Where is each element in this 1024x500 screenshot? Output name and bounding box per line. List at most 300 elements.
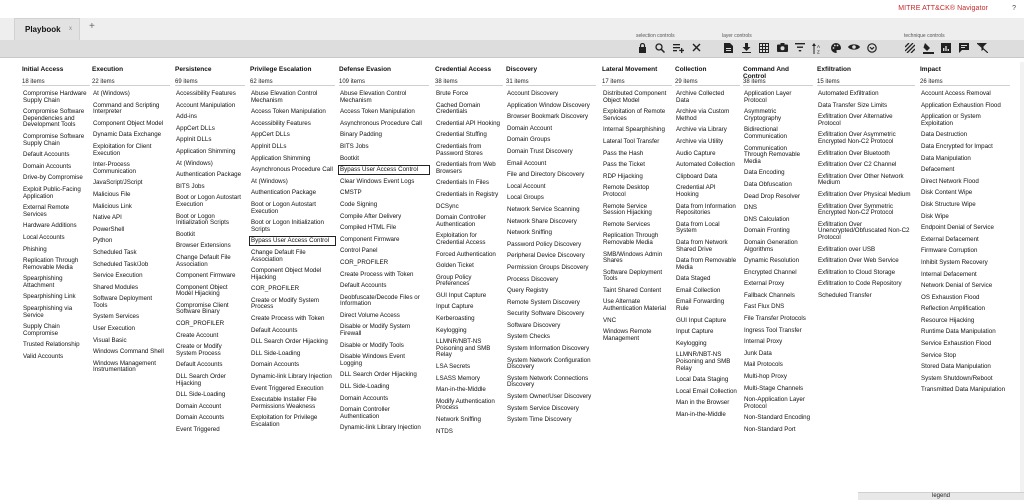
technique-cell[interactable]: LSASS Memory bbox=[436, 374, 481, 382]
technique-cell[interactable]: Exfiltration Over Asymmetric Encrypted Non-C2 Protocol bbox=[818, 131, 896, 145]
technique-cell[interactable]: Dynamic-link Library Injection bbox=[340, 424, 421, 432]
technique-cell[interactable]: Internal Defacement bbox=[921, 270, 977, 278]
technique-cell[interactable]: Dynamic-link Library Injection bbox=[251, 373, 332, 381]
technique-cell[interactable]: Man-in-the-Middle bbox=[676, 411, 726, 418]
technique-cell[interactable]: LLMNR/NBT-NS Poisoning and SMB Relay bbox=[676, 351, 731, 372]
technique-cell[interactable]: Stored Data Manipulation bbox=[921, 363, 991, 371]
technique-cell[interactable]: System Service Discovery bbox=[507, 404, 579, 412]
technique-cell[interactable]: Direct Volume Access bbox=[340, 311, 400, 319]
technique-cell[interactable]: Accessibility Features bbox=[176, 90, 236, 97]
technique-cell[interactable]: Component Object Model Hijacking bbox=[251, 267, 322, 281]
technique-cell[interactable]: Default Accounts bbox=[23, 151, 70, 159]
scoring-icon[interactable] bbox=[940, 42, 952, 55]
technique-cell[interactable]: Dead Drop Resolver bbox=[744, 192, 801, 200]
technique-cell[interactable]: Brute Force bbox=[436, 90, 469, 97]
technique-cell[interactable]: System Checks bbox=[507, 333, 550, 341]
technique-cell[interactable]: Default Accounts bbox=[251, 326, 298, 334]
technique-cell[interactable]: DNS bbox=[744, 204, 758, 212]
technique-cell[interactable]: Remote Desktop Protocol bbox=[603, 184, 650, 198]
tactic-header[interactable]: Privilege Escalation bbox=[250, 66, 312, 73]
technique-cell[interactable]: Data Manipulation bbox=[921, 154, 971, 162]
search-icon[interactable] bbox=[654, 42, 666, 55]
technique-cell[interactable]: Asymmetric Cryptography bbox=[744, 108, 782, 122]
technique-cell[interactable]: Create Process with Token bbox=[251, 315, 325, 323]
technique-cell[interactable]: Email Collection bbox=[676, 286, 721, 294]
technique-cell[interactable]: Domain Generation Algorithms bbox=[744, 238, 798, 253]
technique-cell[interactable]: Credentials from Web Browsers bbox=[436, 161, 496, 175]
background-color-icon[interactable] bbox=[922, 42, 934, 55]
technique-cell[interactable]: AppCert DLLs bbox=[176, 124, 215, 132]
technique-cell[interactable]: OS Exhaustion Flood bbox=[921, 293, 980, 301]
technique-cell[interactable]: Data from Network Shared Drive bbox=[676, 238, 728, 253]
technique-cell[interactable]: Domain Account bbox=[507, 124, 553, 132]
technique-cell[interactable]: Junk Data bbox=[744, 349, 772, 357]
technique-cell[interactable]: Data Staged bbox=[676, 275, 711, 283]
technique-cell[interactable]: Automated Exfiltration bbox=[818, 90, 879, 97]
download-icon[interactable] bbox=[740, 42, 752, 55]
technique-cell[interactable]: Bypass User Access Control bbox=[339, 166, 429, 174]
technique-cell[interactable]: Browser Extensions bbox=[176, 242, 231, 250]
technique-cell[interactable]: Software Discovery bbox=[507, 321, 561, 329]
technique-cell[interactable]: Application or System Exploitation bbox=[921, 113, 981, 127]
filter-icon[interactable] bbox=[794, 42, 806, 55]
technique-cell[interactable]: Malicious File bbox=[93, 190, 131, 198]
technique-cell[interactable]: Exploitation for Credential Access bbox=[436, 232, 486, 246]
technique-cell[interactable]: DLL Side-Loading bbox=[251, 349, 301, 357]
technique-cell[interactable]: Email Forwarding Rule bbox=[676, 298, 725, 313]
technique-cell[interactable]: Domain Accounts bbox=[340, 394, 389, 402]
technique-cell[interactable]: AppCert DLLs bbox=[251, 131, 290, 139]
technique-cell[interactable]: Code Signing bbox=[340, 200, 378, 208]
technique-cell[interactable]: Non-Standard Encoding bbox=[744, 414, 811, 422]
technique-cell[interactable]: COR_PROFILER bbox=[176, 320, 225, 328]
layer-info-icon[interactable] bbox=[722, 42, 734, 55]
technique-cell[interactable]: Peripheral Device Discovery bbox=[507, 252, 585, 260]
technique-cell[interactable]: Domain Fronting bbox=[744, 227, 790, 235]
technique-cell[interactable]: Boot or Logon Initialization Scripts bbox=[251, 219, 324, 233]
technique-cell[interactable]: Multi-Stage Channels bbox=[744, 384, 804, 392]
technique-cell[interactable]: Data from Information Repositories bbox=[676, 202, 736, 217]
tactic-header[interactable]: Command And Control bbox=[743, 66, 789, 80]
technique-cell[interactable]: DNS Calculation bbox=[744, 215, 790, 223]
technique-cell[interactable]: Disk Wipe bbox=[921, 212, 949, 220]
technique-cell[interactable]: NTDS bbox=[436, 427, 453, 435]
expand-icon[interactable] bbox=[866, 42, 878, 55]
technique-cell[interactable]: Spearphishing via Service bbox=[23, 305, 73, 319]
technique-cell[interactable]: Runtime Data Manipulation bbox=[921, 328, 996, 336]
technique-cell[interactable]: Security Software Discovery bbox=[507, 310, 585, 318]
technique-cell[interactable]: Domain Account bbox=[176, 402, 222, 410]
technique-cell[interactable]: Deobfuscate/Decode Files or Information bbox=[340, 293, 420, 308]
technique-cell[interactable]: Browser Bookmark Discovery bbox=[507, 113, 589, 121]
technique-cell[interactable]: Exfiltration Over Bluetooth bbox=[818, 149, 890, 157]
lock-icon[interactable] bbox=[636, 42, 648, 55]
technique-cell[interactable]: Resource Hijacking bbox=[921, 316, 975, 324]
technique-cell[interactable]: Component Object Model bbox=[93, 119, 164, 127]
technique-cell[interactable]: Exploitation of Remote Services bbox=[603, 108, 666, 122]
help-button[interactable]: ? bbox=[1012, 5, 1016, 12]
technique-cell[interactable]: Windows Command Shell bbox=[93, 348, 164, 356]
technique-cell[interactable]: AppInit DLLs bbox=[251, 142, 287, 150]
technique-cell[interactable]: Input Capture bbox=[436, 303, 474, 311]
technique-cell[interactable]: Component Firmware bbox=[176, 272, 236, 280]
color-setup-icon[interactable] bbox=[830, 42, 842, 55]
technique-cell[interactable]: Firmware Corruption bbox=[921, 247, 978, 255]
technique-cell[interactable]: Use Alternate Authentication Material bbox=[603, 298, 666, 313]
technique-cell[interactable]: Phishing bbox=[23, 245, 47, 253]
technique-cell[interactable]: Python bbox=[93, 237, 113, 245]
technique-cell[interactable]: Account Discovery bbox=[507, 90, 559, 97]
technique-cell[interactable]: Archive via Library bbox=[676, 126, 727, 134]
technique-cell[interactable]: BITS Jobs bbox=[176, 182, 205, 190]
technique-cell[interactable]: Data Transfer Size Limits bbox=[818, 101, 888, 109]
technique-cell[interactable]: System Shutdown/Reboot bbox=[921, 374, 993, 382]
technique-cell[interactable]: Network Sniffing bbox=[436, 416, 481, 423]
technique-cell[interactable]: GUI Input Capture bbox=[436, 291, 487, 299]
technique-cell[interactable]: Account Access Removal bbox=[921, 90, 991, 97]
technique-cell[interactable]: Control Panel bbox=[340, 247, 378, 255]
tactic-header[interactable]: Discovery bbox=[506, 66, 538, 73]
clear-annotations-icon[interactable] bbox=[976, 42, 988, 55]
technique-cell[interactable]: Disable or Modify System Firewall bbox=[340, 323, 411, 338]
technique-cell[interactable]: Spearphishing Attachment bbox=[23, 275, 63, 289]
technique-cell[interactable]: Credential API Hooking bbox=[676, 184, 716, 198]
technique-cell[interactable]: Exfiltration to Cloud Storage bbox=[818, 268, 896, 276]
technique-cell[interactable]: Distributed Component Object Model bbox=[603, 90, 667, 104]
technique-cell[interactable]: Keylogging bbox=[676, 339, 707, 347]
technique-cell[interactable]: Native API bbox=[93, 214, 122, 222]
technique-cell[interactable]: Credentials in Registry bbox=[436, 190, 499, 198]
technique-cell[interactable]: Man-in-the-Middle bbox=[436, 386, 486, 394]
technique-cell[interactable]: Windows Remote Management bbox=[603, 328, 652, 342]
technique-cell[interactable]: At (Windows) bbox=[176, 159, 213, 167]
comment-icon[interactable] bbox=[958, 42, 970, 55]
technique-cell[interactable]: Data from Local System bbox=[676, 220, 720, 235]
technique-cell[interactable]: System Time Discovery bbox=[507, 416, 572, 424]
technique-cell[interactable]: DLL Search Order Hijacking bbox=[251, 338, 328, 346]
technique-cell[interactable]: Taint Shared Content bbox=[603, 286, 662, 294]
technique-cell[interactable]: Keylogging bbox=[436, 326, 467, 334]
technique-cell[interactable]: Compromise Hardware Supply Chain bbox=[23, 90, 87, 104]
technique-cell[interactable]: Scheduled Task/Job bbox=[93, 260, 149, 268]
disable-techniques-icon[interactable] bbox=[904, 42, 916, 55]
technique-cell[interactable]: Inhibit System Recovery bbox=[921, 258, 988, 266]
technique-cell[interactable]: File and Directory Discovery bbox=[507, 171, 585, 179]
technique-cell[interactable]: Input Capture bbox=[676, 328, 714, 336]
technique-cell[interactable]: CMSTP bbox=[340, 189, 362, 197]
legend-toggle[interactable]: legend bbox=[858, 492, 1024, 500]
technique-cell[interactable]: Component Object Model Hijacking bbox=[176, 283, 228, 298]
technique-cell[interactable]: Abuse Elevation Control Mechanism bbox=[251, 90, 318, 104]
technique-cell[interactable]: Bootkit bbox=[340, 154, 359, 162]
technique-cell[interactable]: Boot or Logon Autostart Execution bbox=[251, 200, 317, 215]
technique-cell[interactable]: Man in the Browser bbox=[676, 399, 730, 407]
technique-cell[interactable]: Software Deployment Tools bbox=[603, 268, 663, 283]
technique-cell[interactable]: At (Windows) bbox=[93, 90, 130, 97]
technique-cell[interactable]: DLL Side-Loading bbox=[176, 391, 226, 399]
technique-cell[interactable]: DLL Side-Loading bbox=[340, 383, 390, 391]
technique-cell[interactable]: Data Obfuscation bbox=[744, 180, 792, 188]
tactic-header[interactable]: Exfiltration bbox=[817, 66, 851, 73]
technique-cell[interactable]: Software Deployment Tools bbox=[93, 295, 153, 309]
technique-cell[interactable]: Account Manipulation bbox=[176, 101, 236, 109]
technique-cell[interactable]: Archive via Utility bbox=[676, 137, 724, 145]
technique-cell[interactable]: Event Triggered bbox=[176, 426, 220, 433]
technique-cell[interactable]: Local Groups bbox=[507, 194, 544, 202]
technique-cell[interactable]: Default Accounts bbox=[176, 361, 223, 369]
technique-cell[interactable]: Domain Accounts bbox=[23, 162, 72, 170]
technique-cell[interactable]: System Services bbox=[93, 313, 140, 321]
technique-cell[interactable]: Bootkit bbox=[176, 230, 195, 238]
technique-cell[interactable]: JavaScript/JScript bbox=[93, 179, 143, 187]
render-svg-icon[interactable] bbox=[776, 42, 788, 55]
technique-cell[interactable]: Credential Stuffing bbox=[436, 131, 487, 139]
technique-cell[interactable]: Command and Scripting Interpreter bbox=[93, 101, 160, 116]
technique-cell[interactable]: Exploitation for Privilege Escalation bbox=[251, 414, 318, 428]
technique-cell[interactable]: DLL Search Order Hijacking bbox=[176, 373, 226, 387]
technique-cell[interactable]: Ingress Tool Transfer bbox=[744, 326, 802, 334]
technique-cell[interactable]: Authentication Package bbox=[176, 171, 242, 179]
tab-playbook[interactable] bbox=[14, 18, 80, 40]
technique-cell[interactable]: Query Registry bbox=[507, 287, 549, 295]
add-tab-button[interactable]: + bbox=[89, 21, 95, 32]
technique-cell[interactable]: Domain Accounts bbox=[176, 414, 225, 422]
technique-cell[interactable]: Application Shimming bbox=[251, 154, 311, 162]
technique-cell[interactable]: Replication Through Removable Media bbox=[23, 257, 79, 271]
technique-cell[interactable]: Binary Padding bbox=[340, 131, 382, 139]
technique-cell[interactable]: Domain Groups bbox=[507, 136, 551, 144]
technique-cell[interactable]: At (Windows) bbox=[251, 177, 288, 185]
technique-cell[interactable]: Abuse Elevation Control Mechanism bbox=[340, 90, 407, 104]
technique-cell[interactable]: Local Email Collection bbox=[676, 387, 737, 395]
technique-cell[interactable]: Data Destruction bbox=[921, 131, 968, 139]
technique-cell[interactable]: Modify Authentication Process bbox=[436, 397, 495, 412]
technique-cell[interactable]: Disk Structure Wipe bbox=[921, 200, 976, 208]
tactic-header[interactable]: Defense Evasion bbox=[339, 66, 392, 73]
tactic-header[interactable]: Lateral Movement bbox=[602, 66, 658, 73]
technique-cell[interactable]: Remote Services bbox=[603, 220, 651, 228]
technique-cell[interactable]: Executable Installer File Permissions Weakness bbox=[251, 396, 317, 410]
technique-cell[interactable]: Local Account bbox=[507, 182, 546, 190]
technique-cell[interactable]: GUI Input Capture bbox=[676, 316, 727, 324]
technique-cell[interactable]: Shared Modules bbox=[93, 283, 139, 291]
technique-cell[interactable]: Golden Ticket bbox=[436, 262, 474, 270]
technique-cell[interactable]: System Network Connections Discovery bbox=[507, 374, 589, 389]
technique-cell[interactable]: Spearphishing Link bbox=[23, 293, 76, 301]
technique-cell[interactable]: Data Encrypted for Impact bbox=[921, 142, 993, 150]
technique-cell[interactable]: Hardware Additions bbox=[23, 222, 77, 230]
technique-cell[interactable]: System Information Discovery bbox=[507, 345, 590, 353]
technique-cell[interactable]: Transmitted Data Manipulation bbox=[921, 386, 1006, 394]
technique-cell[interactable]: Exfiltration Over Unencrypted/Obfuscated Non-C2 Protocol bbox=[818, 220, 910, 241]
technique-cell[interactable]: Compromise Software Supply Chain bbox=[23, 132, 85, 147]
technique-cell[interactable]: LLMNR/NBT-NS Poisoning and SMB Relay bbox=[436, 338, 491, 359]
technique-cell[interactable]: Fast Flux DNS bbox=[744, 303, 785, 311]
technique-cell[interactable]: Endpoint Denial of Service bbox=[921, 224, 994, 232]
technique-cell[interactable]: Component Firmware bbox=[340, 235, 400, 243]
technique-cell[interactable]: Malicious Link bbox=[93, 202, 132, 210]
technique-cell[interactable]: Drive-by Compromise bbox=[23, 174, 83, 182]
technique-cell[interactable]: Application Exhaustion Flood bbox=[921, 101, 1001, 109]
technique-cell[interactable]: Data Encoding bbox=[744, 169, 785, 177]
technique-cell[interactable]: Pass the Hash bbox=[603, 149, 644, 157]
technique-cell[interactable]: Service Execution bbox=[93, 272, 143, 280]
technique-cell[interactable]: Credentials from Password Stores bbox=[436, 142, 483, 157]
technique-cell[interactable]: Boot or Logon Initialization Scripts bbox=[176, 212, 229, 227]
technique-cell[interactable]: Supply Chain Compromise bbox=[23, 323, 60, 337]
technique-cell[interactable]: Create Account bbox=[176, 331, 219, 339]
tactic-header[interactable]: Collection bbox=[675, 66, 707, 73]
technique-cell[interactable]: Exfiltration Over Other Network Medium bbox=[818, 172, 904, 187]
close-tab-icon[interactable]: x bbox=[69, 26, 72, 32]
technique-cell[interactable]: Service Stop bbox=[921, 351, 957, 359]
technique-cell[interactable]: Default Accounts bbox=[340, 282, 387, 290]
technique-cell[interactable]: Application Layer Protocol bbox=[744, 90, 792, 104]
technique-cell[interactable]: Internal Proxy bbox=[744, 338, 783, 346]
technique-cell[interactable]: Exfiltration Over C2 Channel bbox=[818, 161, 897, 169]
technique-cell[interactable]: Bidirectional Communication bbox=[744, 126, 787, 140]
technique-cell[interactable]: Network Service Scanning bbox=[507, 205, 580, 213]
technique-cell[interactable]: Authentication Package bbox=[251, 189, 317, 197]
tactic-header[interactable]: Credential Access bbox=[435, 66, 492, 73]
technique-cell[interactable]: Access Token Manipulation bbox=[340, 108, 415, 116]
technique-cell[interactable]: Direct Network Flood bbox=[921, 177, 979, 185]
technique-cell[interactable]: Access Token Manipulation bbox=[251, 108, 326, 116]
technique-cell[interactable]: Exfiltration over USB bbox=[818, 245, 876, 253]
technique-cell[interactable]: DCSync bbox=[436, 202, 459, 210]
technique-cell[interactable]: System Owner/User Discovery bbox=[507, 393, 592, 401]
technique-cell[interactable]: Accessibility Features bbox=[251, 119, 311, 127]
visibility-icon[interactable] bbox=[848, 42, 860, 55]
deselect-icon[interactable] bbox=[690, 42, 702, 55]
technique-cell[interactable]: Create Process with Token bbox=[340, 270, 414, 278]
technique-cell[interactable]: Trusted Relationship bbox=[23, 341, 80, 349]
technique-cell[interactable]: Compile After Delivery bbox=[340, 212, 402, 220]
technique-cell[interactable]: Add-ins bbox=[176, 113, 197, 121]
technique-cell[interactable]: Network Share Discovery bbox=[507, 217, 577, 225]
technique-cell[interactable]: Boot or Logon Autostart Execution bbox=[176, 194, 242, 208]
technique-cell[interactable]: LSA Secrets bbox=[436, 363, 471, 371]
technique-cell[interactable]: Bypass User Access Control bbox=[250, 237, 335, 245]
vertical-scrollbar[interactable] bbox=[1020, 62, 1024, 500]
technique-cell[interactable]: Exfiltration Over Web Service bbox=[818, 257, 899, 265]
technique-cell[interactable]: Compiled HTML File bbox=[340, 224, 397, 232]
technique-cell[interactable]: Exploitation for Client Execution bbox=[93, 142, 152, 157]
technique-cell[interactable]: Change Default File Association bbox=[251, 248, 306, 263]
technique-cell[interactable]: Disk Content Wipe bbox=[921, 189, 973, 197]
technique-cell[interactable]: External Proxy bbox=[744, 280, 785, 288]
technique-cell[interactable]: Create or Modify System Process bbox=[176, 343, 222, 357]
technique-cell[interactable]: Exfiltration to Code Repository bbox=[818, 280, 902, 288]
technique-cell[interactable]: Scheduled Transfer bbox=[818, 291, 872, 299]
technique-cell[interactable]: User Execution bbox=[93, 325, 135, 333]
technique-cell[interactable]: Dynamic Resolution bbox=[744, 257, 800, 265]
technique-cell[interactable]: Non-Application Layer Protocol bbox=[744, 396, 805, 410]
technique-cell[interactable]: Audio Capture bbox=[676, 149, 716, 157]
technique-cell[interactable]: Inter-Process Communication bbox=[93, 161, 136, 175]
technique-cell[interactable]: Archive Collected Data bbox=[676, 90, 725, 104]
technique-cell[interactable]: Windows Management Instrumentation bbox=[93, 359, 156, 374]
technique-cell[interactable]: Email Account bbox=[507, 159, 547, 167]
technique-cell[interactable]: Reflection Amplification bbox=[921, 305, 985, 313]
technique-cell[interactable]: Exfiltration Over Alternative Protocol bbox=[818, 113, 893, 127]
technique-cell[interactable]: Process Discovery bbox=[507, 275, 559, 283]
technique-cell[interactable]: Exploit Public-Facing Application bbox=[23, 185, 81, 200]
technique-cell[interactable]: File Transfer Protocols bbox=[744, 315, 806, 323]
sort-icon[interactable] bbox=[812, 42, 824, 55]
technique-cell[interactable]: Domain Accounts bbox=[251, 361, 300, 369]
technique-cell[interactable]: Network Sniffing bbox=[507, 229, 552, 237]
tactic-header[interactable]: Initial Access bbox=[22, 66, 64, 73]
technique-cell[interactable]: Exfiltration Over Symmetric Encrypted Non-C2 Protocol bbox=[818, 202, 894, 217]
technique-cell[interactable]: Remote Service Session Hijacking bbox=[603, 202, 652, 217]
technique-cell[interactable]: Cached Domain Credentials bbox=[436, 101, 481, 116]
technique-cell[interactable]: COR_PROFILER bbox=[340, 258, 389, 266]
technique-cell[interactable]: Archive via Custom Method bbox=[676, 108, 730, 122]
technique-cell[interactable]: Lateral Tool Transfer bbox=[603, 137, 660, 145]
technique-cell[interactable]: Create or Modify System Process bbox=[251, 296, 320, 311]
technique-cell[interactable]: Pass the Ticket bbox=[603, 161, 645, 169]
technique-cell[interactable]: BITS Jobs bbox=[340, 142, 369, 150]
technique-cell[interactable]: Network Denial of Service bbox=[921, 282, 993, 290]
technique-cell[interactable]: Multi-hop Proxy bbox=[744, 373, 787, 381]
technique-cell[interactable]: Scheduled Task bbox=[93, 248, 137, 256]
technique-cell[interactable]: Clear Windows Event Logs bbox=[340, 177, 415, 185]
technique-cell[interactable]: Credential API Hooking bbox=[436, 119, 500, 127]
technique-cell[interactable]: Valid Accounts bbox=[23, 353, 64, 361]
technique-cell[interactable]: Change Default File Association bbox=[176, 253, 231, 268]
technique-cell[interactable]: Automated Collection bbox=[676, 161, 735, 169]
technique-cell[interactable]: Domain Controller Authentication bbox=[340, 406, 390, 420]
technique-cell[interactable]: Asynchronous Procedure Call bbox=[340, 119, 422, 127]
technique-cell[interactable]: System Network Configuration Discovery bbox=[507, 356, 591, 371]
technique-cell[interactable]: Mail Protocols bbox=[744, 361, 783, 369]
technique-cell[interactable]: Local Data Staging bbox=[676, 376, 729, 384]
technique-cell[interactable]: Communication Through Removable Media bbox=[744, 144, 801, 165]
technique-cell[interactable]: Permission Groups Discovery bbox=[507, 263, 589, 271]
technique-cell[interactable]: SMB/Windows Admin Shares bbox=[603, 250, 663, 265]
technique-cell[interactable]: Asynchronous Procedure Call bbox=[251, 166, 333, 174]
technique-cell[interactable]: VNC bbox=[603, 316, 617, 324]
technique-cell[interactable]: Forced Authentication bbox=[436, 250, 496, 258]
technique-cell[interactable]: Internal Spearphishing bbox=[603, 126, 665, 134]
technique-cell[interactable]: Group Policy Preferences bbox=[436, 273, 472, 288]
technique-cell[interactable]: Application Window Discovery bbox=[507, 101, 590, 109]
technique-cell[interactable]: Non-Standard Port bbox=[744, 426, 796, 433]
tactic-header[interactable]: Execution bbox=[92, 66, 124, 73]
technique-cell[interactable]: Exfiltration Over Physical Medium bbox=[818, 190, 911, 198]
technique-cell[interactable]: Defacement bbox=[921, 166, 955, 174]
technique-cell[interactable]: Compromise Software Dependencies and Development Tools bbox=[23, 108, 85, 129]
technique-cell[interactable]: Remote System Discovery bbox=[507, 298, 580, 306]
technique-cell[interactable]: Credentials In Files bbox=[436, 179, 489, 187]
technique-cell[interactable]: Clipboard Data bbox=[676, 172, 718, 180]
technique-cell[interactable]: Encrypted Channel bbox=[744, 268, 797, 276]
technique-cell[interactable]: External Remote Services bbox=[23, 204, 70, 218]
technique-cell[interactable]: DLL Search Order Hijacking bbox=[340, 371, 417, 379]
technique-cell[interactable]: Application Shimming bbox=[176, 147, 236, 155]
technique-cell[interactable]: Password Policy Discovery bbox=[507, 240, 582, 248]
technique-cell[interactable]: Dynamic Data Exchange bbox=[93, 131, 162, 139]
technique-cell[interactable]: COR_PROFILER bbox=[251, 285, 300, 293]
export-excel-icon[interactable] bbox=[758, 42, 770, 55]
technique-cell[interactable]: Compromise Client Software Binary bbox=[176, 301, 229, 316]
technique-cell[interactable]: Service Exhaustion Flood bbox=[921, 340, 992, 348]
technique-cell[interactable]: Replication Through Removable Media bbox=[603, 232, 659, 246]
technique-cell[interactable]: RDP Hijacking bbox=[603, 172, 643, 180]
technique-cell[interactable]: External Defacement bbox=[921, 235, 979, 243]
technique-cell[interactable]: Disable or Modify Tools bbox=[340, 341, 404, 349]
